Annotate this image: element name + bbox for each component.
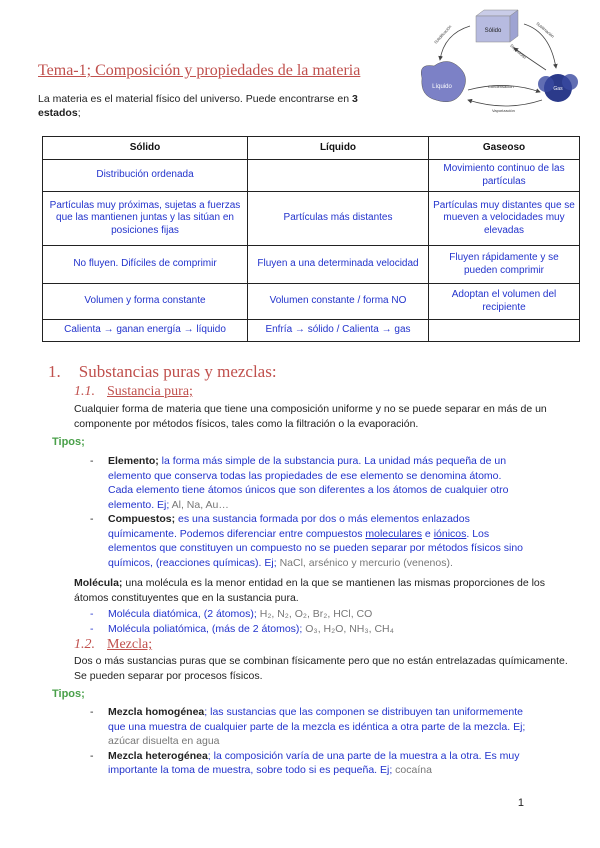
page-title: Tema-1; Composición y propiedades de la materia xyxy=(38,62,361,79)
mixture-definition: Dos o más sustancias puras que se combinan físicamente pero que no están entrelazadas químicamente. Se pueden separar por procesos físicos. xyxy=(74,655,568,682)
table-row xyxy=(43,160,580,192)
subsection-heading-1-1: 1.1. Sustancia pura; xyxy=(74,384,193,399)
page-number: 1 xyxy=(517,797,524,809)
pure-substance-definition: Cualquier forma de materia que tiene una composición uniforme y no se puede separar en más de un componente por métodos físicos, tales como la filtración o la evaporación. xyxy=(74,403,547,430)
header-liquid: Líquido xyxy=(248,137,429,160)
table-cell xyxy=(429,320,580,342)
header-solid: Sólido xyxy=(43,137,248,160)
tipos-label: Tipos; xyxy=(52,436,85,448)
subsection-heading-1-2: 1.2. Mezcla; xyxy=(74,637,153,652)
mix-types-list xyxy=(108,705,528,778)
table-cell: Adoptan el volumen del recipiente xyxy=(429,284,580,320)
arrow-label-vaporization: Vaporización xyxy=(492,108,515,113)
arrow-label-solidification: Solidificación xyxy=(433,23,453,45)
solid-cube xyxy=(476,10,518,42)
table-cell: Fluyen rápidamente y se pueden comprimir xyxy=(429,246,580,284)
table-row xyxy=(43,284,580,320)
molecule-definition: Molécula; una molécula es la menor entidad en la que se mantienen las mismas proporciones de los átomos constituyentes que en la sustancia pura. xyxy=(74,577,546,604)
table-row xyxy=(43,246,580,284)
table-cell: No fluyen. Difíciles de comprimir xyxy=(43,246,248,284)
table-cell: Volumen y forma constante xyxy=(43,284,248,320)
table-cell: Partículas muy próximas, sujetas a fuerzas que las mantienen juntas y las sitúan en posiciones fijas xyxy=(43,192,248,246)
gas-cloud xyxy=(538,74,578,102)
gas-label: Gas xyxy=(553,86,563,92)
tipos-label-2: Tipos; xyxy=(52,688,85,700)
list-item: - Mezcla homogénea; las sustancias que las componen se distribuyen tan uniformemente que una muestra de cualquier parte de la mezcla es idéntica a otra parte de la mezcla. Ej; azúcar disuelta en agua xyxy=(108,705,528,749)
table-cell: Enfría → sólido / Calienta → gas xyxy=(248,320,429,342)
table-cell: Partículas muy distantes que se mueven a velocidades muy elevadas xyxy=(429,192,580,246)
intro-paragraph: La materia es el material físico del universo. Puede encontrarse en 3 estados; xyxy=(38,93,358,119)
states-table xyxy=(42,136,580,342)
table-cell: Calienta → ganan energía → líquido xyxy=(43,320,248,342)
table-cell: Distribución ordenada xyxy=(43,160,248,192)
arrow-label-sublimation: Sublimación xyxy=(535,20,556,39)
table-header-row xyxy=(43,137,580,160)
list-item: - Mezcla heterogénea; la composición varía de una parte de la muestra a la otra. Es muy importante la toma de muestra, sobre todo si es pequeña. Ej; cocaína xyxy=(108,749,528,778)
table-cell: Movimiento continuo de las partículas xyxy=(429,160,580,192)
liquid-label: Líquido xyxy=(432,84,452,90)
table-cell xyxy=(248,160,429,192)
header-gas: Gaseoso xyxy=(429,137,580,160)
table-row xyxy=(43,192,580,246)
solid-label: Sólido xyxy=(484,28,502,34)
table-row xyxy=(43,320,580,342)
section-heading-1: 1. Substancias puras y mezclas: xyxy=(48,362,277,381)
arrow-label-deposition: Deposición xyxy=(509,43,528,60)
list-item: - Compuestos; es una sustancia formada por dos o más elementos enlazados químicamente. Podemos diferenciar entre compuestos moleculares e iónicos. Los elementos que constituyen un compuesto no se pueden separar por métodos físicos sino químicos, (reacciones químicas). Ej; NaCl, arsénico y mercurio (venenos). xyxy=(108,512,528,570)
table-cell: Fluyen a una determinada velocidad xyxy=(248,246,429,284)
list-item: - Elemento; la forma más simple de la substancia pura. La unidad más pequeña de un elemento que conserva todas las propiedades de ese elemento se denomina átomo. Cada elemento tiene átomos únicos que son diferentes a los átomos de cualquier otro elemento. Ej; Al, Na, Au… xyxy=(108,454,528,512)
pure-types-list xyxy=(108,454,528,570)
list-item: - Molécula poliatómica, (más de 2 átomos); O₃, H₂O, NH₃, CH₄ xyxy=(108,622,528,637)
arrow-label-condensation: Condensación xyxy=(488,84,514,89)
states-diagram xyxy=(418,8,583,116)
molecule-types-list xyxy=(108,607,528,636)
liquid-blob xyxy=(421,61,465,101)
table-cell: Volumen constante / forma NO xyxy=(248,284,429,320)
list-item: - Molécula diatómica, (2 átomos); H₂, N₂, O₂, Br₂, HCl, CO xyxy=(108,607,528,622)
table-cell: Partículas más distantes xyxy=(248,192,429,246)
